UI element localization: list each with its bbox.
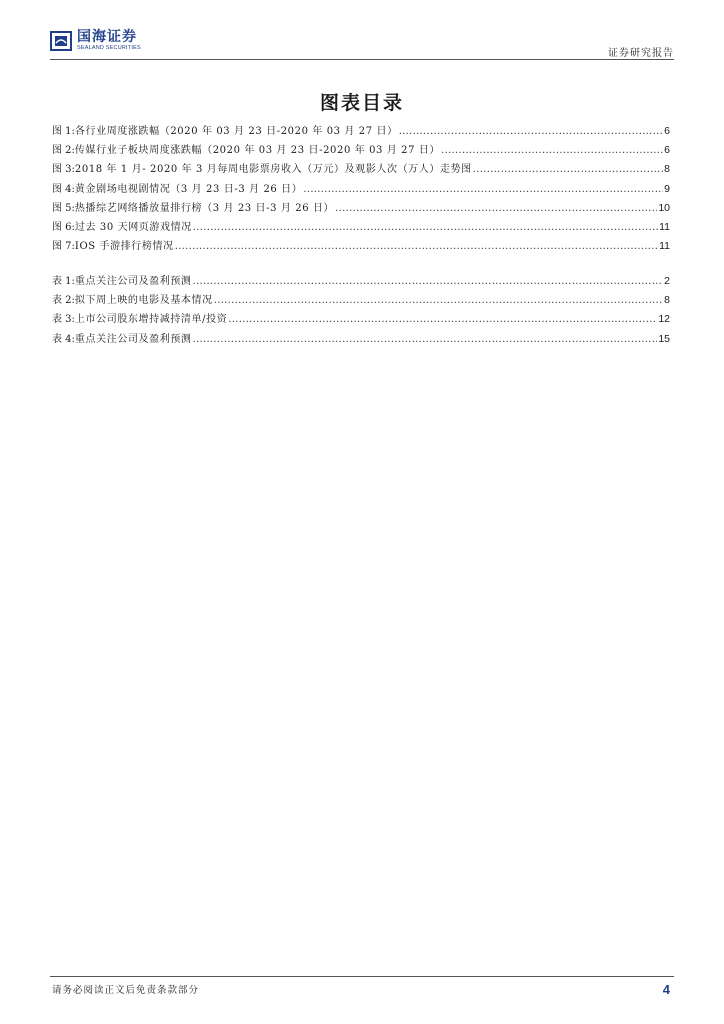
toc-entry-title: 重点关注公司及盈利预测 <box>74 333 192 345</box>
dot-leader <box>193 276 664 287</box>
toc-entry-figure-6[interactable] <box>52 218 670 237</box>
dot-leader <box>303 184 663 195</box>
toc-entry-title: 过去 30 天网页游戏情况 <box>74 221 192 233</box>
footer-divider <box>50 976 674 977</box>
header-divider <box>50 59 674 60</box>
toc-entry-page: 2 <box>664 275 670 287</box>
logo-english-name: SEALAND SECURITIES <box>77 45 141 51</box>
footer-disclaimer: 请务必阅读正文后免责条款部分 <box>52 985 200 996</box>
toc-entry-table-1[interactable] <box>52 272 670 291</box>
toc-entry-page: 10 <box>658 201 670 214</box>
dot-leader <box>214 295 663 306</box>
dot-leader <box>473 164 663 175</box>
toc-entry-title: 各行业周度涨跌幅（2020 年 03 月 23 日-2020 年 03 月 27 日） <box>74 126 398 137</box>
toc-entry-title: 上市公司股东增持减持清单/投资 <box>74 314 228 326</box>
toc-entry-title: IOS 手游排行榜情况 <box>74 241 174 253</box>
toc-entry-page: 8 <box>664 163 670 176</box>
company-logo <box>50 30 141 52</box>
toc-entry-page: 8 <box>664 294 670 307</box>
toc-entry-title: 黄金剧场电视剧情况（3 月 23 日-3 月 26 日） <box>74 183 303 195</box>
dot-leader <box>335 203 657 214</box>
toc-entry-page: 11 <box>659 220 670 233</box>
toc-entry-figure-1[interactable] <box>52 122 670 141</box>
toc-entry-label: 图 5: <box>52 202 75 214</box>
toc-entry-title: 热播综艺网络播放量排行榜（3 月 23 日-3 月 26 日） <box>74 202 335 214</box>
toc-entry-figure-3[interactable] <box>52 160 670 179</box>
toc-entry-title: 传媒行业子板块周度涨跌幅（2020 年 03 月 23 日-2020 年 03 月 27 日） <box>74 145 441 157</box>
toc-entry-label: 图 1: <box>52 126 75 137</box>
report-type-label: 证券研究报告 <box>608 48 674 59</box>
toc-entry-label: 图 4: <box>52 183 75 195</box>
toc-entry-page: 6 <box>664 144 670 157</box>
toc-entry-title: 重点关注公司及盈利预测 <box>74 276 192 287</box>
page-number: 4 <box>662 982 670 997</box>
dot-leader <box>193 334 658 345</box>
toc-entry-table-2[interactable] <box>52 291 670 310</box>
dot-leader <box>175 241 658 252</box>
toc-entry-label: 图 6: <box>52 221 75 233</box>
toc-entry-page: 15 <box>658 332 670 345</box>
toc-entry-label: 表 4: <box>52 333 75 345</box>
dot-leader <box>441 145 663 156</box>
dot-leader <box>193 222 658 233</box>
toc-entry-figure-7[interactable] <box>52 237 670 256</box>
toc-entry-title: 2018 年 1 月- 2020 年 3 月每周电影票房收入（万元）及观影人次（万人）走势图 <box>74 164 472 176</box>
toc-entry-label: 表 1: <box>52 276 75 287</box>
toc-entry-title: 拟下周上映的电影及基本情况 <box>74 295 213 307</box>
toc-entry-table-4[interactable] <box>52 330 670 349</box>
logo-chinese-name: 国海证券 <box>77 29 137 45</box>
page-header <box>50 30 674 58</box>
toc-entry-label: 图 3: <box>52 164 75 176</box>
toc-entry-page: 9 <box>664 182 670 195</box>
toc-entry-label: 图 7: <box>52 241 75 253</box>
page-title: 图表目录 <box>319 92 404 114</box>
table-list <box>52 272 670 349</box>
figure-list <box>52 122 670 256</box>
toc-entry-label: 表 3: <box>52 314 75 326</box>
toc-entry-figure-2[interactable] <box>52 141 670 160</box>
toc-entry-figure-4[interactable] <box>52 180 670 199</box>
toc-entry-page: 12 <box>658 313 670 326</box>
toc-entry-figure-5[interactable] <box>52 199 670 218</box>
sealand-logo-icon <box>50 31 72 51</box>
toc-entry-page: 11 <box>659 240 670 253</box>
dot-leader <box>228 314 657 325</box>
dot-leader <box>399 126 663 137</box>
toc-entry-page: 6 <box>664 125 670 137</box>
toc-entry-label: 图 2: <box>52 145 75 157</box>
toc-entry-label: 表 2: <box>52 295 75 307</box>
toc-entry-table-3[interactable] <box>52 310 670 329</box>
